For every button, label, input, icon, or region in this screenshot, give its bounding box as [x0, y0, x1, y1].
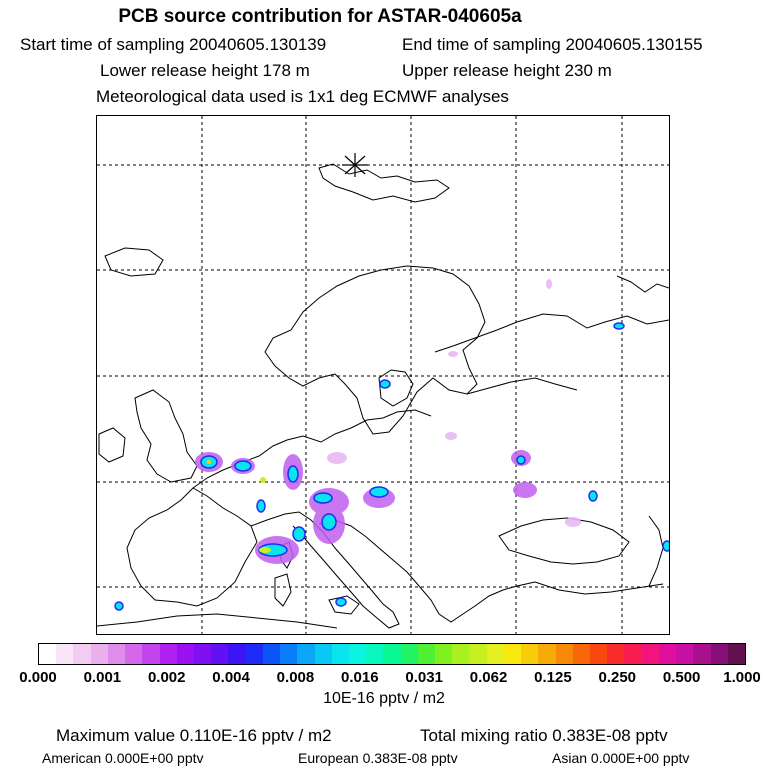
- color-scale-segment: [556, 644, 573, 664]
- color-scale-segment: [177, 644, 194, 664]
- unit-label: 10E-16 pptv / m2: [323, 690, 445, 707]
- color-scale-tick-label: 0.031: [405, 669, 443, 686]
- color-scale-segment: [573, 644, 590, 664]
- color-scale-segment: [504, 644, 521, 664]
- color-scale-segment: [401, 644, 418, 664]
- color-scale-segment: [142, 644, 159, 664]
- map-panel: [96, 115, 670, 635]
- upper-height-label: Upper release height 230 m: [402, 61, 612, 80]
- color-scale-tick-label: 0.002: [147, 669, 186, 686]
- end-time-label: End time of sampling 20040605.130155: [402, 35, 703, 54]
- color-scale-tick-label: 0.008: [276, 669, 315, 686]
- color-scale-segment: [297, 644, 314, 664]
- coastlines: [97, 164, 669, 628]
- color-scale-tick-label: 0.004: [212, 669, 250, 686]
- color-scale-segment: [246, 644, 263, 664]
- color-scale-segment: [624, 644, 641, 664]
- color-scale-segment: [194, 644, 211, 664]
- color-scale-segment: [521, 644, 538, 664]
- lower-height-label: Lower release height 178 m: [100, 61, 310, 80]
- color-scale-segment: [383, 644, 400, 664]
- color-scale-segment: [590, 644, 607, 664]
- color-scale-segment: [642, 644, 659, 664]
- color-scale-segment: [108, 644, 125, 664]
- color-scale-segment: [91, 644, 108, 664]
- color-scale-segment: [711, 644, 728, 664]
- color-scale-segment: [39, 644, 56, 664]
- color-scale-segment: [280, 644, 297, 664]
- color-scale-segment: [125, 644, 142, 664]
- color-scale-segment: [728, 644, 745, 664]
- color-scale-segment: [263, 644, 280, 664]
- european-contribution: European 0.383E-08 pptv: [298, 750, 458, 766]
- color-scale-segment: [676, 644, 693, 664]
- start-time-label: Start time of sampling 20040605.130139: [20, 35, 327, 54]
- color-scale-segment: [332, 644, 349, 664]
- color-scale-segment: [73, 644, 90, 664]
- asian-contribution: Asian 0.000E+00 pptv: [552, 750, 690, 766]
- color-scale-segment: [349, 644, 366, 664]
- color-scale-segment: [366, 644, 383, 664]
- color-scale-tick-label: 0.250: [598, 669, 637, 686]
- max-value-label: Maximum value 0.110E-16 pptv / m2: [56, 726, 332, 745]
- color-scale-segment: [418, 644, 435, 664]
- europe-map: [97, 116, 669, 634]
- color-scale-tick-label: 0.001: [83, 669, 122, 686]
- color-scale-segment: [435, 644, 452, 664]
- color-scale-tick-label: 0.125: [534, 669, 572, 686]
- met-data-label: Meteorological data used is 1x1 deg ECMWF analyses: [96, 87, 509, 106]
- color-scale-segment: [659, 644, 676, 664]
- color-scale-segment: [607, 644, 624, 664]
- color-scale-segment: [487, 644, 504, 664]
- color-scale-segment: [452, 644, 469, 664]
- color-scale-segment: [211, 644, 228, 664]
- plot-title: PCB source contribution for ASTAR-040605a: [118, 6, 522, 27]
- color-scale-bar: [38, 643, 746, 665]
- pole-marker: [342, 153, 368, 177]
- source-contribution-patches: [115, 279, 669, 610]
- color-scale-tick-label: 0.500: [662, 669, 701, 686]
- color-scale-segment: [693, 644, 710, 664]
- color-scale-tick-label: 0.062: [469, 669, 508, 686]
- color-scale-segment: [56, 644, 73, 664]
- color-scale-segment: [160, 644, 177, 664]
- color-scale-segment: [538, 644, 555, 664]
- american-contribution: American 0.000E+00 pptv: [42, 750, 204, 766]
- color-scale-tick-label: 0.000: [19, 669, 57, 686]
- color-scale-segment: [315, 644, 332, 664]
- color-scale-tick-label: 1.000: [723, 669, 761, 686]
- total-mixing-label: Total mixing ratio 0.383E-08 pptv: [420, 726, 668, 745]
- color-scale-tick-label: 0.016: [341, 669, 379, 686]
- color-scale-segment: [469, 644, 486, 664]
- color-scale-segment: [228, 644, 245, 664]
